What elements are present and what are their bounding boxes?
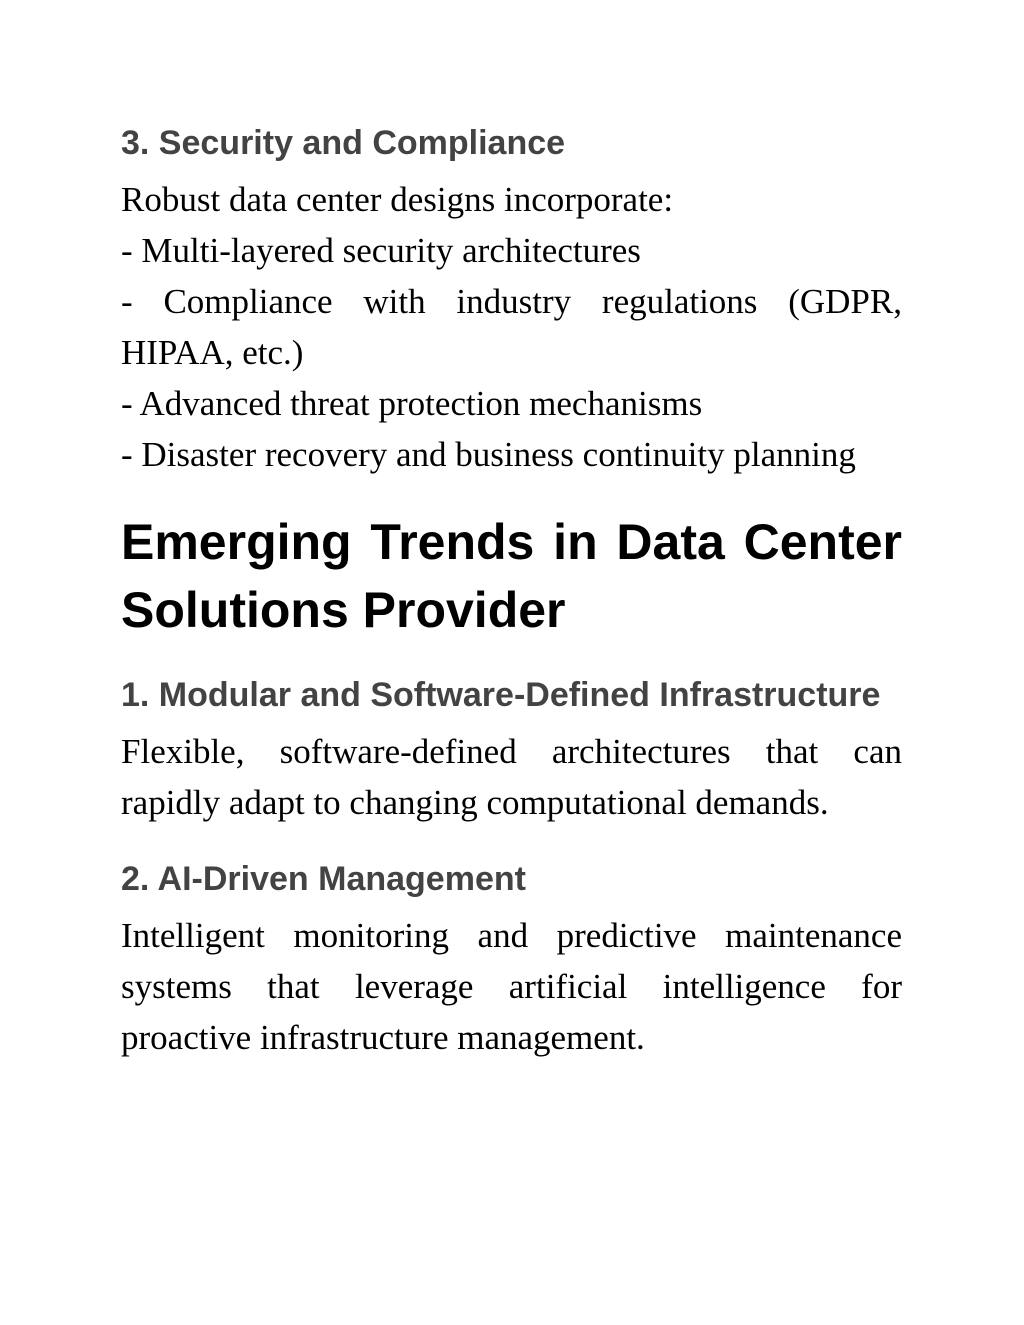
security-list-item: - Compliance with industry regulations (GDPR, HIPAA, etc.) [121, 282, 902, 372]
section-heading-security: 3. Security and Compliance [121, 124, 566, 162]
security-list-item: - Multi-layered security architectures [121, 231, 641, 270]
spacer [121, 480, 902, 508]
subsection-body-ai: Intelligent monitoring and predictive maintenance systems that leverage artificial intelligence for proactive infrastructure management. [121, 916, 902, 1057]
security-intro: Robust data center designs incorporate: [121, 180, 674, 219]
emerging-trends-title: Emerging Trends in Data Center Solutions Provider [121, 514, 902, 638]
spacer [121, 644, 902, 670]
subsection-body-modular: Flexible, software-defined architectures that can rapidly adapt to changing computational demands. [121, 732, 902, 822]
security-list-item: - Disaster recovery and business continuity planning [121, 435, 856, 474]
document-page [121, 118, 902, 1063]
security-list-item: - Advanced threat protection mechanisms [121, 384, 703, 423]
subsection-heading-ai: 2. AI-Driven Management [121, 860, 526, 898]
spacer [121, 828, 902, 854]
subsection-heading-modular: 1. Modular and Software-Defined Infrastructure [121, 676, 881, 714]
